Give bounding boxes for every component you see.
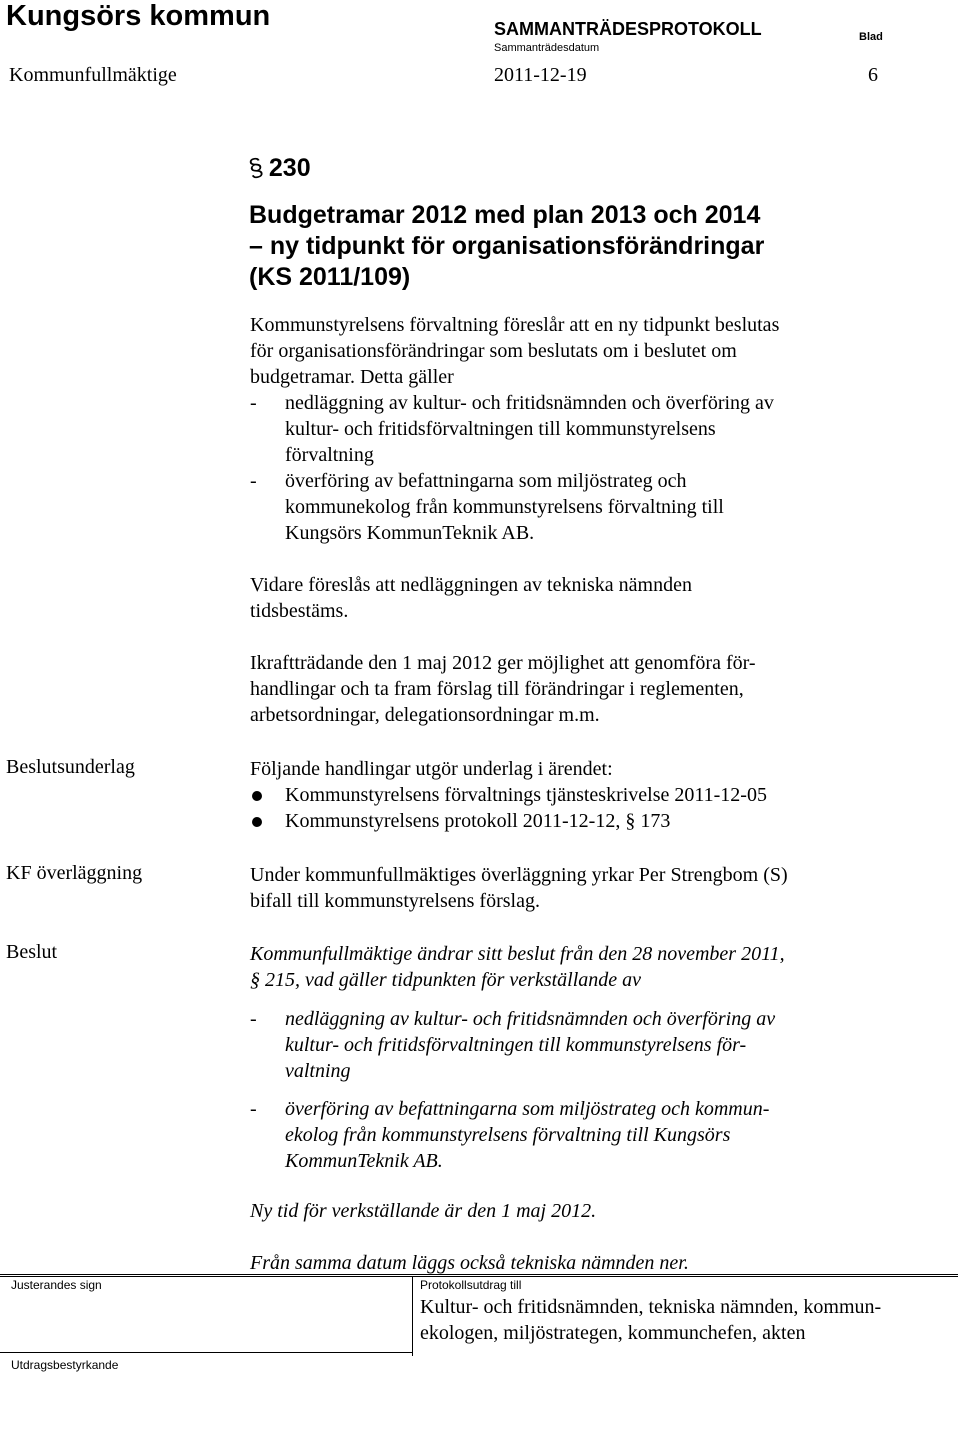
list-item-line: Kungsörs KommunTeknik AB.	[285, 522, 535, 544]
paragraph-number	[246, 152, 311, 184]
overlaggning-text	[250, 862, 890, 914]
organ-name: Kommunfullmäktige	[9, 64, 177, 86]
list-item	[250, 390, 890, 468]
distribution-line: Kultur- och fritidsnämnden, tekniska nämnden, kommun-	[420, 1296, 882, 1318]
intro-line: budgetramar. Detta gäller	[250, 366, 454, 388]
vidare-text	[250, 572, 890, 624]
ikraft-line: handlingar och ta fram förslag till förändringar i reglementen,	[250, 678, 744, 700]
list-item-line: kommunekolog från kommunstyrelsens förvaltning till	[285, 496, 724, 518]
page-label: Blad	[859, 31, 883, 43]
ikraft-line: arbetsordningar, delegationsordningar m.m.	[250, 704, 600, 726]
list-item-line: Kommunstyrelsens förvaltnings tjänsteskrivelse 2011-12-05	[285, 784, 767, 806]
page-number: 6	[868, 64, 878, 86]
title-line: (KS 2011/109)	[249, 263, 411, 291]
list-item-line: kultur- och fritidsförvaltningen till kommunstyrelsens	[285, 418, 716, 440]
beslutsunderlag-label: Beslutsunderlag	[6, 756, 135, 778]
beslut-dash-list	[250, 1006, 890, 1174]
organization-name: Kungsörs kommun	[6, 0, 271, 32]
list-item-line: kultur- och fritidsförvaltningen till kommunstyrelsens för-	[285, 1034, 747, 1056]
overlaggning-line: Under kommunfullmäktiges överläggning yrkar Per Strengbom (S)	[250, 864, 788, 886]
intro-text	[250, 312, 890, 390]
list-item	[250, 1096, 890, 1174]
overlaggning-line: bifall till kommunstyrelsens förslag.	[250, 890, 540, 912]
list-item	[250, 808, 890, 834]
beslut-label: Beslut	[6, 941, 58, 963]
list-item	[250, 1006, 890, 1084]
beslutsunderlag-section	[250, 756, 890, 834]
list-item-line: KommunTeknik AB.	[285, 1150, 443, 1172]
utdragsbestyrkande-label: Utdragsbestyrkande	[11, 1358, 119, 1372]
paragraph-number-value: 230	[268, 154, 311, 182]
vidare-line: Vidare föreslås att nedläggningen av tekniska nämnden	[250, 574, 692, 596]
protokollsutdrag-label: Protokollsutdrag till	[420, 1278, 522, 1292]
list-item-line: Kommunstyrelsens protokoll 2011-12-12, § 173	[285, 810, 671, 832]
list-item-line: ekolog från kommunstyrelsens förvaltning till Kungsörs	[285, 1124, 731, 1146]
list-item	[250, 468, 890, 546]
dash-marker: -	[250, 1008, 257, 1030]
footer-divider	[0, 1274, 958, 1277]
intro-line: för organisationsförändringar som beslutats om i beslutet om	[250, 340, 737, 362]
list-item-line: förvaltning	[285, 444, 374, 466]
overlaggning-label: KF överläggning	[6, 862, 143, 884]
dash-marker: -	[250, 470, 257, 492]
justerandes-sign-label: Justerandes sign	[11, 1278, 102, 1292]
bullet-icon	[252, 817, 262, 827]
intro-line: Kommunstyrelsens förvaltning föreslår att en ny tidpunkt beslutas	[250, 314, 780, 336]
distribution-list	[420, 1294, 881, 1346]
title-line: Budgetramar 2012 med plan 2013 och 2014	[249, 201, 761, 229]
intro-dash-list	[250, 390, 890, 546]
list-item-line: överföring av befattningarna som miljöstrateg och	[285, 470, 687, 492]
vidare-line: tidsbestäms.	[250, 600, 349, 622]
signature-footer	[0, 1274, 958, 1428]
paragraph-symbol: §	[246, 152, 266, 184]
same-date-text: Från samma datum läggs också tekniska nämnden ner.	[250, 1252, 689, 1274]
distribution-line: ekologen, miljöstrategen, kommunchefen, akten	[420, 1322, 806, 1344]
beslut-text	[250, 941, 890, 993]
new-time-text: Ny tid för verkställande är den 1 maj 2012.	[250, 1200, 597, 1222]
list-item-line: överföring av befattningarna som miljöstrateg och kommun-	[285, 1098, 770, 1120]
date-label: Sammanträdesdatum	[494, 42, 600, 54]
meeting-date: 2011-12-19	[494, 64, 587, 86]
ikraft-text	[250, 650, 890, 728]
beslut-line: § 215, vad gäller tidpunkten för verkställande av	[250, 969, 642, 991]
footer-row-divider	[0, 1352, 413, 1353]
beslutsunderlag-lead: Följande handlingar utgör underlag i ärendet:	[250, 758, 613, 780]
list-item-line: valtning	[285, 1060, 351, 1082]
list-item-line: nedläggning av kultur- och fritidsnämnden och överföring av	[285, 1008, 776, 1030]
list-item	[250, 782, 890, 808]
beslut-line: Kommunfullmäktige ändrar sitt beslut från den 28 november 2011,	[250, 943, 785, 965]
dash-marker: -	[250, 392, 257, 414]
title-line: – ny tidpunkt för organisationsförändringar	[249, 232, 765, 260]
dash-marker: -	[250, 1098, 257, 1120]
list-item-line: nedläggning av kultur- och fritidsnämnden och överföring av	[285, 392, 774, 414]
paragraph-title	[249, 200, 889, 293]
footer-column-divider	[412, 1276, 413, 1356]
document-type: SAMMANTRÄDESPROTOKOLL	[494, 19, 762, 39]
bullet-icon	[252, 791, 262, 801]
ikraft-line: Ikraftträdande den 1 maj 2012 ger möjlighet att genomföra för-	[250, 652, 756, 674]
